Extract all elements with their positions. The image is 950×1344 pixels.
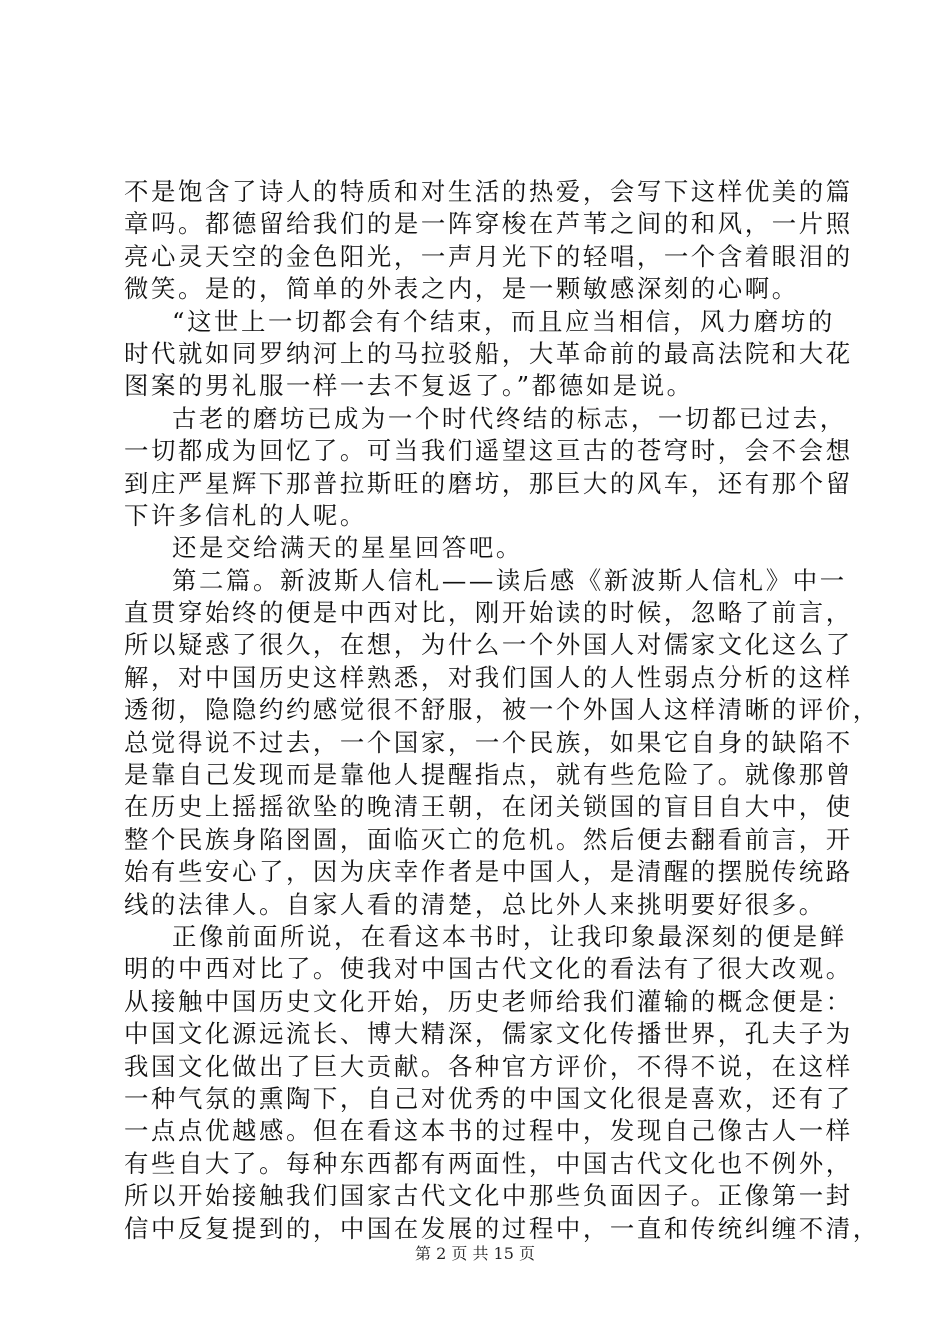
text-line-24: 正像前面所说，在看这本书时，让我印象最深刻的便是鲜 bbox=[172, 921, 847, 951]
text-line-13: 第二篇。新波斯人信札——读后感《新波斯人信札》中一 bbox=[172, 565, 847, 595]
text-line-29: 一种气氛的熏陶下，自己对优秀的中国文化很是喜欢，还有了 bbox=[124, 1083, 853, 1113]
text-line-7: 图案的男礼服一样一去不复返了。”都德如是说。 bbox=[124, 371, 694, 401]
text-line-12: 还是交给满天的星星回答吧。 bbox=[172, 533, 523, 563]
page-number-label: 第 2 页 共 15 页 bbox=[415, 1244, 535, 1263]
text-line-21: 整个民族身陷囹圄，面临灭亡的危机。然后便去翻看前言，开 bbox=[124, 824, 853, 854]
text-line-10: 到庄严星辉下那普拉斯旺的磨坊，那巨大的风车，还有那个留 bbox=[124, 468, 853, 498]
text-line-16: 解，对中国历史这样熟悉，对我们国人的人性弱点分析的这样 bbox=[124, 662, 853, 692]
text-line-33: 信中反复提到的，中国在发展的过程中，一直和传统纠缠不清， bbox=[124, 1213, 880, 1243]
text-line-9: 一切都成为回忆了。可当我们遥望这亘古的苍穹时，会不会想 bbox=[124, 436, 853, 466]
text-line-26: 从接触中国历史文化开始，历史老师给我们灌输的概念便是： bbox=[124, 986, 853, 1016]
text-line-4: 微笑。是的，简单的外表之内，是一颗敏感深刻的心啊。 bbox=[124, 274, 799, 304]
text-line-19: 是靠自己发现而是靠他人提醒指点，就有些危险了。就像那曾 bbox=[124, 760, 853, 790]
text-line-6: 时代就如同罗纳河上的马拉驳船，大革命前的最高法院和大花 bbox=[124, 338, 853, 368]
text-line-3: 亮心灵天空的金色阳光，一声月光下的轻唱，一个含着眼泪的 bbox=[124, 241, 853, 271]
text-line-1: 不是饱含了诗人的特质和对生活的热爱，会写下这样优美的篇 bbox=[124, 177, 853, 206]
text-line-8: 古老的磨坊已成为一个时代终结的标志，一切都已过去， bbox=[172, 403, 847, 433]
document-body bbox=[124, 176, 880, 1245]
text-line-18: 总觉得说不过去，一个国家，一个民族，如果它自身的缺陷不 bbox=[124, 727, 853, 757]
text-line-25: 明的中西对比了。使我对中国古代文化的看法有了很大改观。 bbox=[124, 954, 853, 984]
text-line-22: 始有些安心了，因为庆幸作者是中国人，是清醒的摆脱传统路 bbox=[124, 857, 853, 887]
text-line-17: 透彻，隐隐约约感觉很不舒服，被一个外国人这样清晰的评价， bbox=[124, 695, 880, 725]
text-line-14: 直贯穿始终的便是中西对比，刚开始读的时候，忽略了前言， bbox=[124, 598, 853, 628]
text-line-20: 在历史上摇摇欲坠的晚清王朝，在闭关锁国的盲目自大中，使 bbox=[124, 792, 853, 822]
text-line-30: 一点点优越感。但在看这本书的过程中，发现自己像古人一样 bbox=[124, 1116, 853, 1146]
text-line-23: 线的法律人。自家人看的清楚，总比外人来挑明要好很多。 bbox=[124, 889, 826, 919]
text-line-31: 有些自大了。每种东西都有两面性，中国古代文化也不例外， bbox=[124, 1148, 853, 1178]
page-footer bbox=[0, 1242, 950, 1266]
text-line-28: 我国文化做出了巨大贡献。各种官方评价，不得不说，在这样 bbox=[124, 1051, 853, 1081]
text-line-2: 章吗。都德留给我们的是一阵穿梭在芦苇之间的和风，一片照 bbox=[124, 209, 853, 239]
text-line-32: 所以开始接触我们国家古代文化中那些负面因子。正像第一封 bbox=[124, 1181, 853, 1211]
text-line-27: 中国文化源远流长、博大精深，儒家文化传播世界，孔夫子为 bbox=[124, 1019, 853, 1049]
text-line-11: 下许多信札的人呢。 bbox=[124, 500, 367, 530]
text-line-15: 所以疑惑了很久，在想，为什么一个外国人对儒家文化这么了 bbox=[124, 630, 853, 660]
text-line-5: “这世上一切都会有个结束，而且应当相信，风力磨坊的 bbox=[172, 306, 835, 336]
